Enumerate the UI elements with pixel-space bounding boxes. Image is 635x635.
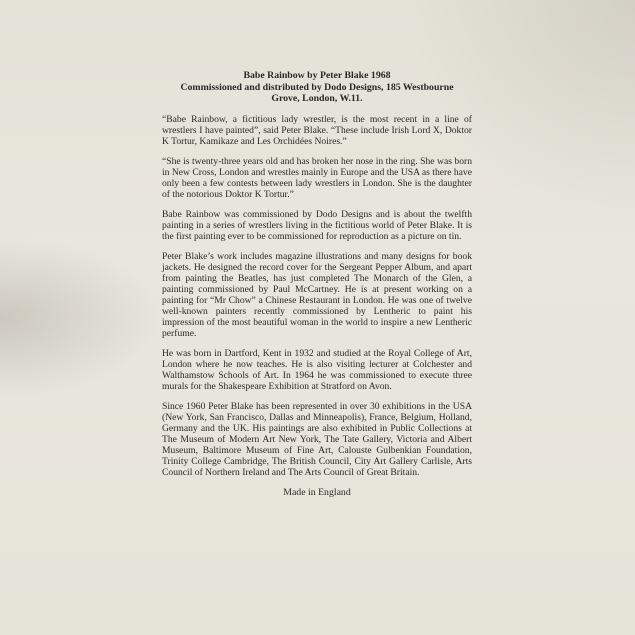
document-heading <box>162 70 472 105</box>
made-in-footer: Made in England <box>283 486 351 498</box>
paragraph-quote-biography: “She is twenty-three years old and has broken her nose in the ring. She was born in New Cross, London and wrestles mainly in Europe and the USA as there have only been a few contests between lady wrestlers in London. She is the daughter of the notorious Doktor K Tortur.” <box>162 155 472 200</box>
paragraph-work: Peter Blake’s work includes magazine illustrations and many designs for book jackets. He designed the record cover for the Sergeant Pepper Album, and apart from painting the Beatles, has just completed The Monarch of the Glen, a painting commissioned by Paul McCartney. He is at present working on a painting for “Mr Chow” a Chinese Restaurant in London. He was one of twelve well-known painters recently commissioned by Lentheric to paint his impression of the most beautiful woman in the world to inspire a new Lentheric perfume. <box>162 250 472 339</box>
heading-line-title: Babe Rainbow by Peter Blake 1968 <box>243 70 391 81</box>
paragraph-commission: Babe Rainbow was commissioned by Dodo Designs and is about the twelfth painting in a series of wrestlers living in the fictitious world of Peter Blake. It is the first painting ever to be commissioned for reproduction as a picture on tin. <box>162 208 472 242</box>
document-body <box>162 70 472 498</box>
heading-line-commission: Commissioned and distributed by Dodo Designs, 185 Westbourne <box>180 81 454 93</box>
paragraph-education: He was born in Dartford, Kent in 1932 and studied at the Royal College of Art, London where he now teaches. He is also visiting lecturer at Colchester and Walthamstow Schools of Art. In 1964 he was commissioned to execute three murals for the Shakespeare Exhibition at Stratford on Avon. <box>162 347 472 392</box>
heading-line-address: Grove, London, W.11. <box>271 93 363 104</box>
paragraph-exhibitions: Since 1960 Peter Blake has been represented in over 30 exhibitions in the USA (New York, San Francisco, Dallas and Minneapolis), France, Belgium, Holland, Germany and the UK. His paintings are also exhibited in Public Collections at The Museum of Modern Art New York, The Tate Gallery, Victoria and Albert Museum, Baltimore Museum of Fine Art, Calouste Gulbenkian Foundation, Trinity College Cambridge, The British Council, City Art Gallery Carlisle, Arts Council of Northern Ireland and The Arts Council of Great Britain. <box>162 400 472 478</box>
paragraph-quote-wrestlers: “Babe Rainbow, a fictitious lady wrestler, is the most recent in a line of wrestlers I have painted”, said Peter Blake. “These include Irish Lord X, Doktor K Tortur, Kamikaze and Les Orchidées Noires.” <box>162 113 472 147</box>
